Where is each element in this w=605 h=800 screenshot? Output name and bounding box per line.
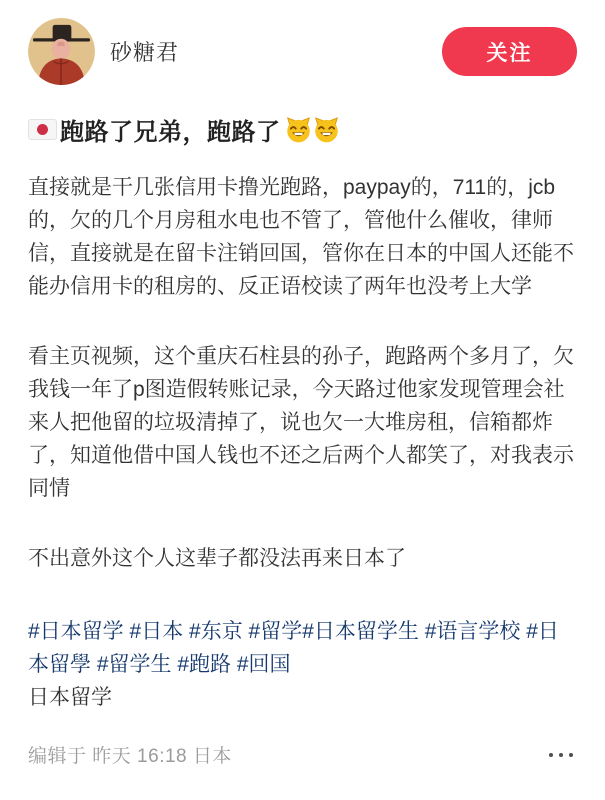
avatar-portrait-image: [28, 18, 95, 85]
topic-text: 日本留学: [28, 686, 112, 709]
japan-flag-emoji-icon: [28, 119, 57, 140]
post-title-text: 跑路了兄弟，跑路了: [60, 119, 281, 146]
post-header: [28, 18, 577, 85]
grinning-cat-icon: [285, 116, 312, 143]
post-paragraph-1: 直接就是干几张信用卡撸光跑路，paypay的，711的，jcb的，欠的几个月房租水电也不管了，管他什么催收，律师信，直接就是在留卡注销回国，管你在日本的中国人还能不能办信用卡的租房的、反正语校读了两年也没考上大学: [28, 176, 574, 298]
edit-timestamp: 编辑于 昨天 16:18 日本: [28, 746, 232, 767]
avatar[interactable]: [28, 18, 95, 85]
more-dot: [549, 753, 553, 757]
post-paragraph-2: 看主页视频，这个重庆石柱县的孙子，跑路两个多月了，欠我钱一年了p图造假转账记录，今天路过他家发现管理会社来人把他留的垃圾清掉了，说也欠一大堆房租，信箱都炸了，知道他借中国人钱也不还之后两个人都笑了，对我表示同情: [28, 345, 574, 500]
post-paragraph-3: 不出意外这个人这辈子都没法再来日本了: [28, 547, 406, 570]
hashtags[interactable]: #日本留学 #日本 #东京 #留学#日本留学生 #语言学校 #日本留學 #留学生 #跑路 #回国: [28, 620, 559, 676]
grinning-cat-icon: [313, 116, 340, 143]
more-dot: [569, 753, 573, 757]
more-options-icon[interactable]: [545, 747, 577, 763]
username[interactable]: 砂糖君: [110, 40, 180, 65]
grinning-cat-emoji-icons: [284, 116, 340, 143]
post-body: [28, 171, 577, 714]
post-title: [28, 112, 577, 147]
post-footer: [28, 741, 577, 768]
follow-button[interactable]: 关注: [442, 27, 577, 76]
more-dot: [559, 753, 563, 757]
